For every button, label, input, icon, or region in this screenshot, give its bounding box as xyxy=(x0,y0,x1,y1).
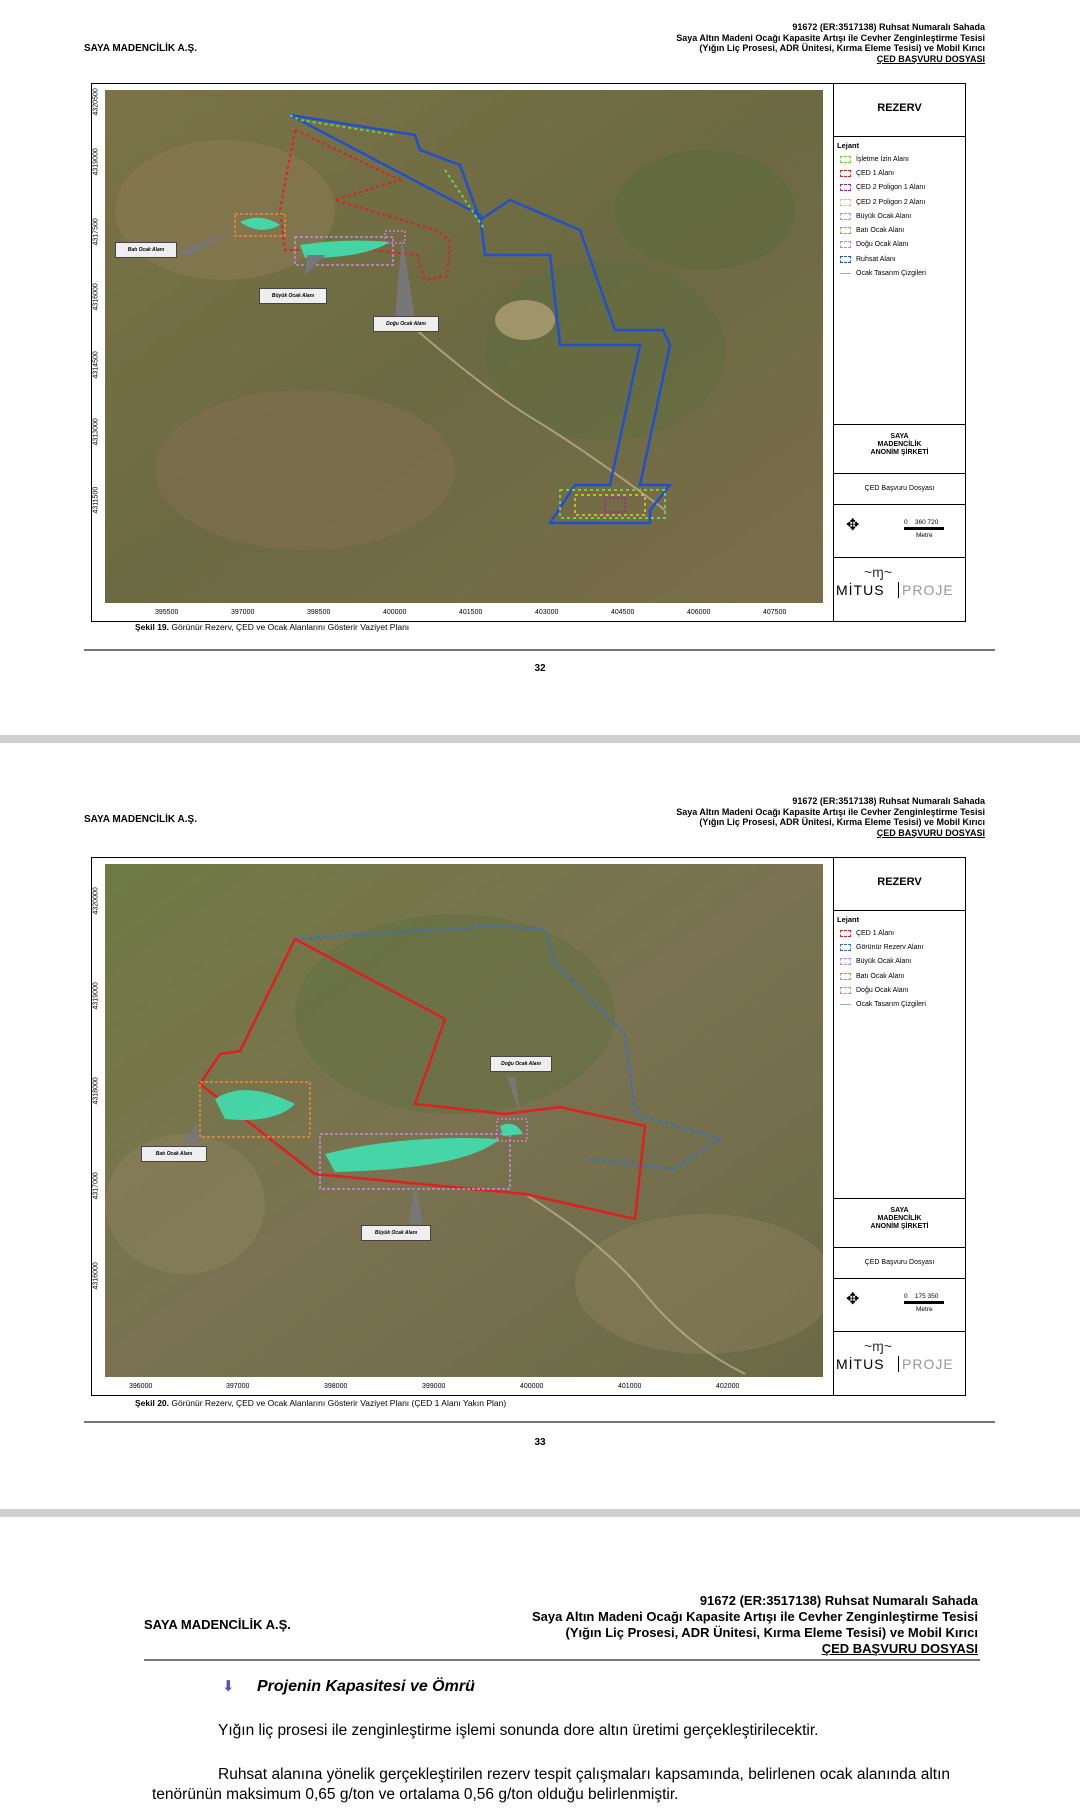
scale-labels: 0 360 720 xyxy=(904,519,939,526)
legend-item xyxy=(834,252,965,266)
legend-item-label: Batı Ocak Alanı xyxy=(856,227,905,235)
x-tick: 398000 xyxy=(324,1383,348,1390)
legend-item-label: ÇED 2 Poligon 1 Alanı xyxy=(856,184,926,192)
company-box-line: MADENCİLİK xyxy=(877,441,922,448)
satellite-map[interactable] xyxy=(105,90,823,603)
header-line-4: ÇED BAŞVURU DOSYASI xyxy=(876,53,985,64)
section-title: Projenin Kapasitesi ve Ömrü xyxy=(257,1678,475,1695)
legend-label: Lejant xyxy=(837,141,860,150)
y-tick: 4311500 xyxy=(92,486,100,514)
header-line-3: (Yığın Liç Prosesi, ADR Ünitesi, Kırma Eleme Tesisi) ve Mobil Kırıcı xyxy=(699,817,985,827)
x-tick: 403000 xyxy=(535,609,559,616)
legend-item-label: Doğu Ocak Alanı xyxy=(856,241,909,249)
x-tick: 402000 xyxy=(716,1383,740,1390)
legend-swatch xyxy=(840,987,851,994)
scale-bar xyxy=(904,1301,944,1304)
scale-unit: Metre xyxy=(916,1306,933,1313)
header-line-4: ÇED BAŞVURU DOSYASI xyxy=(821,1641,978,1656)
legend-item xyxy=(834,940,965,954)
map-drawing xyxy=(105,90,823,603)
header-line-2: Saya Altın Madeni Ocağı Kapasite Artışı ile Cevher Zenginleştirme Tesisi xyxy=(676,32,985,43)
header-line-1: 91672 (ER:3517138) Ruhsat Numaralı Sahada xyxy=(792,22,985,32)
x-tick: 400000 xyxy=(383,609,407,616)
map-figure xyxy=(91,857,966,1396)
map-drawing xyxy=(105,864,823,1377)
company-box-line: ANONİM ŞİRKETİ xyxy=(870,449,929,456)
header-line-2: Saya Altın Madeni Ocağı Kapasite Artışı ile Cevher Zenginleştirme Tesisi xyxy=(532,1609,978,1624)
legend-swatch xyxy=(840,227,851,234)
header-line-1: 91672 (ER:3517138) Ruhsat Numaralı Sahada xyxy=(699,1593,978,1608)
legend-swatch xyxy=(840,1004,851,1005)
legend-item xyxy=(834,955,965,969)
legend-item xyxy=(834,983,965,997)
legend-item xyxy=(834,181,965,195)
company-box xyxy=(834,1198,965,1248)
logo-right: PROJE xyxy=(898,582,954,598)
x-tick: 407500 xyxy=(763,609,787,616)
callout-dogu: Doğu Ocak Alanı xyxy=(490,1056,552,1072)
x-tick: 397000 xyxy=(226,1383,250,1390)
legend-item xyxy=(834,166,965,180)
x-tick: 401500 xyxy=(459,609,483,616)
legend-panel xyxy=(833,84,965,621)
scale-box xyxy=(834,1279,965,1332)
legend-swatch xyxy=(840,213,851,220)
map-title: REZERV xyxy=(834,84,965,137)
y-tick: 4319000 xyxy=(92,148,100,176)
legend-item-label: ÇED 1 Alanı xyxy=(856,929,895,937)
map-title: REZERV xyxy=(834,858,965,911)
x-tick: 397000 xyxy=(231,609,255,616)
scale-unit: Metre xyxy=(916,532,933,539)
bullet-arrow-icon: ⬇ xyxy=(222,1678,235,1695)
ced-box: ÇED Başvuru Dosyası xyxy=(834,1248,965,1279)
callout-bati: Batı Ocak Alanı xyxy=(141,1146,207,1162)
company-name: SAYA MADENCİLİK A.Ş. xyxy=(84,814,197,825)
logo-left: MİTUS xyxy=(836,582,885,598)
legend-footer xyxy=(834,424,965,602)
logo-mark: ~ɱ~ xyxy=(864,564,893,580)
mitus-logo xyxy=(834,558,965,602)
figure-caption xyxy=(135,622,409,632)
legend-swatch xyxy=(840,973,851,980)
callout-buyuk: Büyük Ocak Alanı xyxy=(361,1225,431,1241)
x-tick: 398500 xyxy=(307,609,331,616)
y-tick: 4318000 xyxy=(92,1077,100,1105)
legend-swatch xyxy=(840,256,851,263)
legend-label: Lejant xyxy=(837,915,860,924)
legend-swatch xyxy=(840,170,851,177)
legend-item-label: ÇED 1 Alanı xyxy=(856,169,895,177)
header-line-2: Saya Altın Madeni Ocağı Kapasite Artışı ile Cevher Zenginleştirme Tesisi xyxy=(676,806,985,817)
header-line-3: (Yığın Liç Prosesi, ADR Ünitesi, Kırma Eleme Tesisi) ve Mobil Kırıcı xyxy=(565,1625,978,1640)
footer-rule xyxy=(84,649,995,651)
legend-item-label: Görünür Rezerv Alanı xyxy=(856,943,924,951)
y-tick: 4313000 xyxy=(92,418,100,446)
header-line-1: 91672 (ER:3517138) Ruhsat Numaralı Sahada xyxy=(792,796,985,806)
legend-item-label: Büyük Ocak Alanı xyxy=(856,212,912,220)
y-tick: 4320000 xyxy=(92,887,100,915)
caption-text: Görünür Rezerv, ÇED ve Ocak Alanlarını Gösterir Vaziyet Planı (ÇED 1 Alanı Yakın Plan) xyxy=(169,1398,507,1408)
header-rule xyxy=(144,1659,980,1661)
legend-swatch xyxy=(840,199,851,206)
legend-list xyxy=(834,926,965,1012)
x-tick: 399000 xyxy=(422,1383,446,1390)
legend-item-label: İşletme İzin Alanı xyxy=(856,155,909,163)
scale-bar xyxy=(904,527,944,530)
document-header xyxy=(676,22,985,64)
page-number: 33 xyxy=(534,1437,546,1448)
ced-box: ÇED Başvuru Dosyası xyxy=(834,474,965,505)
y-tick: 4314500 xyxy=(92,351,100,379)
callout-bati: Batı Ocak Alanı xyxy=(115,242,177,258)
header-line-3: (Yığın Liç Prosesi, ADR Ünitesi, Kırma Eleme Tesisi) ve Mobil Kırıcı xyxy=(699,43,985,53)
x-tick: 404500 xyxy=(611,609,635,616)
company-box-line: MADENCİLİK xyxy=(877,1215,922,1222)
compass-icon: ✥ xyxy=(846,1291,860,1308)
caption-label: Şekil 19. xyxy=(135,622,170,632)
y-tick: 4317000 xyxy=(92,1172,100,1200)
x-tick: 395500 xyxy=(155,609,179,616)
document-header xyxy=(676,796,985,838)
legend-item-label: Büyük Ocak Alanı xyxy=(856,958,912,966)
legend-item xyxy=(834,238,965,252)
legend-item xyxy=(834,195,965,209)
logo-mark: ~ɱ~ xyxy=(864,1338,893,1354)
document-page-33 xyxy=(0,743,1080,1509)
scale-labels: 0 175 350 xyxy=(904,1293,939,1300)
paragraph-1: Yığın liç prosesi ile zenginleştirme işlemi sonunda dore altın üretimi gerçekleştirilecektir. xyxy=(218,1722,819,1739)
legend-list xyxy=(834,152,965,281)
legend-swatch xyxy=(840,958,851,965)
y-tick: 4320500 xyxy=(92,88,100,116)
company-name: SAYA MADENCİLİK A.Ş. xyxy=(144,1617,291,1632)
legend-item xyxy=(834,926,965,940)
x-tick: 400000 xyxy=(520,1383,544,1390)
callout-dogu: Doğu Ocak Alanı xyxy=(373,316,439,332)
y-tick: 4316000 xyxy=(92,1262,100,1290)
map-figure xyxy=(91,83,966,622)
legend-swatch xyxy=(840,241,851,248)
legend-item xyxy=(834,209,965,223)
document-page-32 xyxy=(0,0,1080,735)
legend-item-label: Ocak Tasarım Çizgileri xyxy=(856,270,926,278)
company-name: SAYA MADENCİLİK A.Ş. xyxy=(84,43,197,54)
paragraph-2: Ruhsat alanına yönelik gerçekleştirilen rezerv tespit çalışmaları kapsamında, belirlenen ocak alanında altın tenörünün maksimum 0,65 g/ton ve ortalama 0,56 g/ton olduğu belirlenmiştir. xyxy=(152,1766,950,1803)
x-tick: 406000 xyxy=(687,609,711,616)
x-tick: 396000 xyxy=(129,1383,153,1390)
legend-item-label: Doğu Ocak Alanı xyxy=(856,986,909,994)
company-box xyxy=(834,424,965,474)
legend-swatch xyxy=(840,930,851,937)
y-tick: 4317500 xyxy=(92,218,100,246)
footer-rule xyxy=(84,1421,995,1423)
company-box-line: SAYA xyxy=(890,433,909,440)
satellite-map[interactable] xyxy=(105,864,823,1377)
legend-item xyxy=(834,152,965,166)
document-header xyxy=(532,1593,978,1657)
company-box-line: SAYA xyxy=(890,1207,909,1214)
page-number: 32 xyxy=(534,663,546,674)
legend-item xyxy=(834,266,965,280)
x-tick: 401000 xyxy=(618,1383,642,1390)
company-box-line: ANONİM ŞİRKETİ xyxy=(870,1223,929,1230)
legend-panel xyxy=(833,858,965,1395)
mitus-logo xyxy=(834,1332,965,1376)
legend-footer xyxy=(834,1198,965,1376)
header-line-4: ÇED BAŞVURU DOSYASI xyxy=(876,827,985,838)
legend-item-label: ÇED 2 Poligon 2 Alanı xyxy=(856,198,926,206)
legend-swatch xyxy=(840,944,851,951)
legend-item xyxy=(834,969,965,983)
legend-swatch xyxy=(840,273,851,274)
figure-caption xyxy=(135,1398,506,1408)
legend-item-label: Batı Ocak Alanı xyxy=(856,972,905,980)
legend-item xyxy=(834,223,965,237)
y-tick: 4319000 xyxy=(92,982,100,1010)
callout-buyuk: Büyük Ocak Alanı xyxy=(259,288,327,304)
caption-label: Şekil 20. xyxy=(135,1398,170,1408)
y-tick: 4316000 xyxy=(92,283,100,311)
legend-swatch xyxy=(840,184,851,191)
legend-swatch xyxy=(840,156,851,163)
logo-right: PROJE xyxy=(898,1356,954,1372)
document-page-34 xyxy=(0,1517,1080,1810)
caption-text: Görünür Rezerv, ÇED ve Ocak Alanlarını Gösterir Vaziyet Planı xyxy=(169,622,410,632)
legend-item-label: Ocak Tasarım Çizgileri xyxy=(856,1001,926,1009)
legend-item-label: Ruhsat Alanı xyxy=(856,255,896,263)
logo-left: MİTUS xyxy=(836,1356,885,1372)
legend-item xyxy=(834,997,965,1011)
scale-box xyxy=(834,505,965,558)
compass-icon: ✥ xyxy=(846,517,860,534)
